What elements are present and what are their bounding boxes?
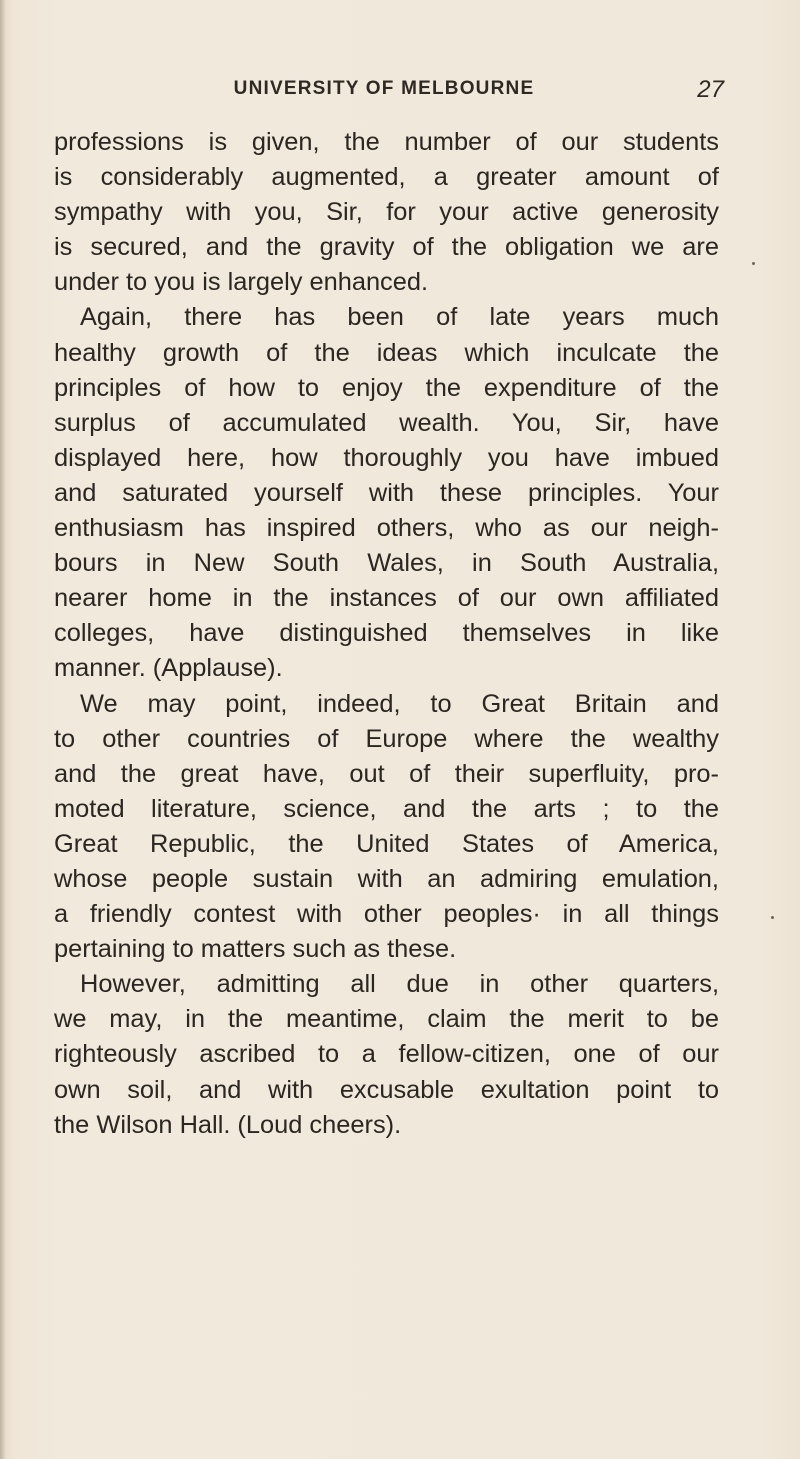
- text-line: principles of how to enjoy the expenditure of the: [54, 373, 719, 402]
- running-title: UNIVERSITY OF MELBOURNE: [233, 78, 535, 99]
- text-line: healthy growth of the ideas which inculcate the: [54, 338, 719, 367]
- text-line: enthusiasm has inspired others, who as our neigh-: [54, 514, 719, 543]
- text-line: to other countries of Europe where the wealthy: [54, 724, 719, 753]
- text-line: pertaining to matters such as these.: [54, 935, 457, 964]
- text-line: moted literature, science, and the arts ; to the: [54, 794, 719, 823]
- text-line: and saturated yourself with these principles. Your: [54, 478, 719, 507]
- text-line: is secured, and the gravity of the obligation we are: [54, 233, 719, 262]
- text-line: own soil, and with excusable exultation point to: [54, 1075, 719, 1104]
- body-text: [54, 125, 719, 1143]
- text-line: colleges, have distinguished themselves in like: [54, 619, 719, 648]
- text-line: a friendly contest with other peoples· in all things: [54, 900, 719, 929]
- text-line: We may point, indeed, to Great Britain and: [80, 689, 719, 718]
- text-line: we may, in the meantime, claim the merit to be: [54, 1005, 719, 1034]
- text-line: However, admitting all due in other quarters,: [80, 970, 719, 999]
- gutter-shadow: [0, 0, 6, 1459]
- text-line: under to you is largely enhanced.: [54, 268, 429, 297]
- text-line: surplus of accumulated wealth. You, Sir, have: [54, 408, 719, 437]
- text-line: bours in New South Wales, in South Australia,: [54, 549, 719, 578]
- text-line: sympathy with you, Sir, for your active generosity: [54, 198, 719, 227]
- text-line: professions is given, the number of our students: [54, 128, 719, 156]
- paper-speck: [752, 262, 755, 265]
- text-line: displayed here, how thoroughly you have imbued: [54, 443, 719, 472]
- text-line: is considerably augmented, a greater amount of: [54, 163, 719, 192]
- page-number: 27: [697, 76, 724, 103]
- text-line: and the great have, out of their superfluity, pro-: [54, 759, 719, 788]
- paper-speck: [771, 916, 774, 919]
- text-line: nearer home in the instances of our own affiliated: [54, 584, 719, 613]
- running-head: [54, 74, 724, 114]
- text-line: whose people sustain with an admiring emulation,: [54, 864, 719, 893]
- text-line: the Wilson Hall. (Loud cheers).: [54, 1110, 402, 1139]
- text-line: Again, there has been of late years much: [80, 303, 719, 332]
- text-line: Great Republic, the United States of America,: [54, 829, 719, 858]
- text-line: righteously ascribed to a fellow-citizen, one of our: [54, 1040, 719, 1069]
- text-line: manner. (Applause).: [54, 654, 283, 683]
